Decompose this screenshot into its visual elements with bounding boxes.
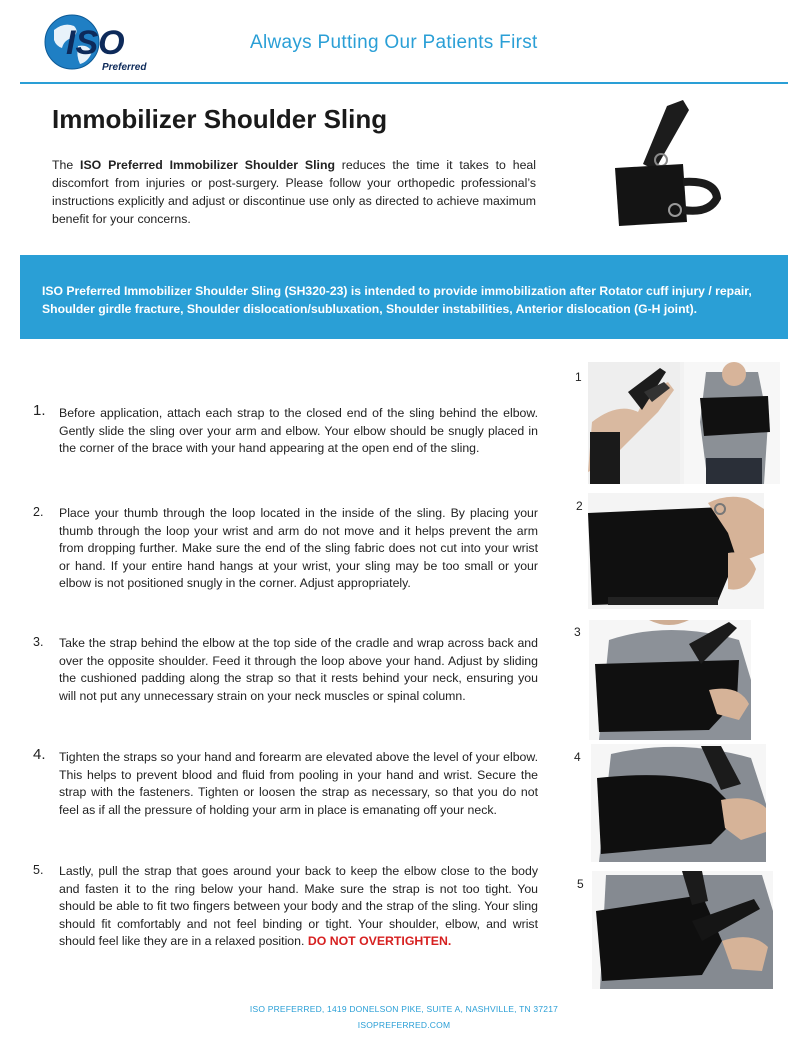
footer-website[interactable]: ISOPREFERRED.COM: [357, 1020, 451, 1030]
photo-label-2: 2: [576, 499, 583, 513]
logo-subtext: Preferred: [102, 62, 147, 73]
step-3: [33, 635, 538, 705]
indication-banner: [20, 255, 788, 339]
step-1-photo: [588, 362, 780, 484]
step-4: [33, 746, 538, 819]
page-title: Immobilizer Shoulder Sling: [52, 104, 388, 134]
photo-label-1: 1: [575, 370, 582, 384]
header-divider: [20, 82, 788, 84]
photo-label-5: 5: [577, 877, 584, 891]
photo-label-3: 3: [574, 625, 581, 639]
step-number: 1.: [33, 402, 46, 419]
step-number: 5.: [33, 863, 44, 877]
step-number: 4.: [33, 746, 46, 763]
iso-logo: [44, 12, 159, 74]
intro-brand: ISO Preferred Immobilizer Shoulder Sling: [80, 158, 335, 172]
logo-text: ISO: [66, 24, 125, 62]
step-5-photo: [592, 871, 773, 989]
intro-paragraph: [52, 156, 536, 228]
tagline: Always Putting Our Patients First: [250, 32, 538, 53]
footer-address: ISO PREFERRED, 1419 DONELSON PIKE, SUITE A, NASHVILLE, TN 37217: [249, 1004, 559, 1014]
step-text: Tighten the straps so your hand and forearm are elevated above the level of your elbow. This helps to prevent blood and fluid from pooling in your hand and wrist. Secure the strap with the fasteners. Tighten or loosen the strap as necessary, so that you do not feel as if all the pressure of holding your arm in place is emanating off your neck.: [59, 750, 538, 817]
step-1: [33, 402, 538, 458]
step-text-body: Lastly, pull the strap that goes around your back to keep the elbow close to the body and fasten it to the ring below your hand. Make sure the strap is not too tight. You should be able to fit two fingers between your body and the strap of the sling. Your sling should fit comfortably and not feel binding or tight. Your shoulder, elbow, and wrist should feel like they are in a relaxed position.: [59, 864, 538, 948]
photo-label-4: 4: [574, 750, 581, 764]
step-3-photo: [589, 620, 751, 740]
step-5: [33, 863, 538, 951]
step-text: Place your thumb through the loop located in the inside of the sling. By placing your thumb through the loop your wrist and arm do not move and it helps prevent the arm from dropping further. Make sure the end of the sling fabric does not cut into your wrist or hand. If your entire hand hangs at your wrist, your sling may be too small or your elbow is not positioned snugly in the corner. Adjust appropriately.: [59, 506, 538, 590]
step-2: [33, 505, 538, 593]
step-number: 2.: [33, 505, 44, 519]
step-2-photo: [588, 493, 764, 609]
product-image: [605, 98, 735, 230]
intro-body: reduces the time it takes to heal discomfort from injuries or post-surgery. Please follow your orthopedic professional’s instructions explicitly and adjust or discontinue use only as directed to achieve maximum benefit for your concerns.: [52, 158, 536, 226]
warning-text: DO NOT OVERTIGHTEN.: [307, 934, 452, 948]
step-text: Before application, attach each strap to the closed end of the sling behind the elbow. Gently slide the sling over your arm and elbow. Your elbow should be snugly placed in the corner of the brace with your hand appearing at the open end of the sling.: [59, 406, 538, 455]
intro-prefix: The: [52, 158, 81, 172]
banner-text: ISO Preferred Immobilizer Shoulder Sling (SH320-23) is intended to provide immobilization after Rotator cuff injury / repair, Shoulder girdle fracture, Shoulder dislocation/subluxation, Shoulder instabilities, Anterior dislocation (G-H joint).: [42, 284, 752, 316]
step-number: 3.: [33, 635, 44, 649]
step-4-photo: [591, 744, 766, 862]
step-text: Take the strap behind the elbow at the top side of the cradle and wrap across back and over the opposite shoulder. Feed it through the loop above your hand. Adjust by sliding the cushioned padding along the strap so that it rests behind your neck, ensuring you will not put any unnecessary strain on your neck muscles or spinal column.: [59, 636, 538, 703]
step-text: [59, 863, 538, 951]
